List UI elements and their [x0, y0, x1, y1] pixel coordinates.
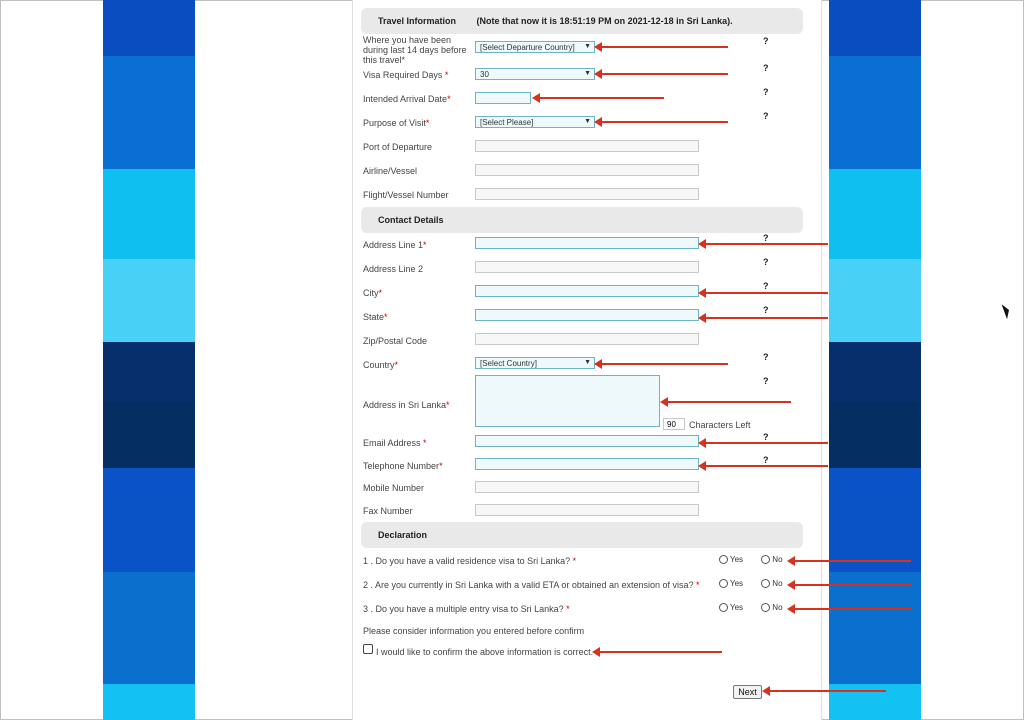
phone-input[interactable] — [475, 458, 699, 470]
annotation-arrow — [793, 584, 911, 586]
port-label: Port of Departure — [363, 142, 433, 152]
annotation-arrow — [704, 243, 828, 245]
annotation-arrow — [704, 442, 828, 444]
select-value: [Select Departure Country] — [480, 43, 575, 52]
stripe — [829, 169, 921, 259]
help-icon[interactable]: ? — [763, 63, 769, 73]
help-icon[interactable]: ? — [763, 257, 769, 267]
stripe — [103, 169, 195, 259]
stripe — [829, 402, 921, 468]
question-1: 1 . Do you have a valid residence visa to Sri Lanka? * — [363, 556, 577, 566]
mobile-input[interactable] — [475, 481, 699, 493]
question-2: 2 . Are you currently in Sri Lanka with a valid ETA or obtained an extension of visa? * — [363, 580, 700, 590]
consider-note: Please consider information you entered before confirm — [363, 626, 585, 636]
annotation-arrow — [704, 465, 828, 467]
q1-no-option[interactable]: No — [761, 555, 782, 564]
sl-address-textarea[interactable] — [475, 375, 660, 427]
purpose-select[interactable] — [475, 116, 595, 128]
city-input[interactable] — [475, 285, 699, 297]
q1-yes-option[interactable]: Yes — [719, 555, 743, 564]
time-note: (Note that now it is 18:51:19 PM on 2021-12-18 in Sri Lanka). — [476, 16, 733, 26]
country-select[interactable] — [475, 357, 595, 369]
phone-label: Telephone Number* — [363, 461, 443, 471]
annotation-arrow — [598, 651, 722, 653]
arrival-date-input[interactable] — [475, 92, 531, 104]
state-input[interactable] — [475, 309, 699, 321]
q3-yes-option[interactable]: Yes — [719, 603, 743, 612]
stripe — [829, 56, 921, 169]
question-3: 3 . Do you have a multiple entry visa to Sri Lanka? * — [363, 604, 570, 614]
annotation-arrow — [704, 317, 828, 319]
annotation-arrow — [666, 401, 791, 403]
stripe — [103, 402, 195, 468]
stripe — [103, 0, 195, 56]
help-icon[interactable]: ? — [763, 233, 769, 243]
annotation-arrow — [768, 690, 886, 692]
stripe — [103, 468, 195, 572]
address1-input[interactable] — [475, 237, 699, 249]
annotation-arrow — [600, 46, 728, 48]
radio-button[interactable] — [761, 555, 770, 564]
stripe — [829, 342, 921, 402]
departure-country-select[interactable] — [475, 41, 595, 53]
confirm-label: I would like to confirm the above information is correct. — [376, 647, 594, 657]
city-label: City* — [363, 288, 383, 298]
annotation-arrow — [704, 292, 828, 294]
select-value: [Select Please] — [480, 118, 534, 127]
flight-input[interactable] — [475, 188, 699, 200]
help-icon[interactable]: ? — [763, 281, 769, 291]
help-icon[interactable]: ? — [763, 87, 769, 97]
help-icon[interactable]: ? — [763, 455, 769, 465]
chars-left-counter — [663, 418, 685, 430]
fax-label: Fax Number — [363, 506, 413, 516]
visa-days-label: Visa Required Days * — [363, 70, 449, 80]
chars-left-label: Characters Left — [689, 420, 751, 430]
stripe — [829, 468, 921, 572]
sl-address-label: Address in Sri Lanka* — [363, 400, 450, 410]
email-label: Email Address * — [363, 438, 427, 448]
select-value: 30 — [480, 70, 489, 79]
section-title: Declaration — [378, 530, 428, 540]
travel-info-header — [361, 8, 803, 34]
help-icon[interactable]: ? — [763, 111, 769, 121]
flight-label: Flight/Vessel Number — [363, 190, 449, 200]
select-value: [Select Country] — [480, 359, 537, 368]
annotation-arrow — [600, 363, 728, 365]
radio-button[interactable] — [761, 579, 770, 588]
q3-no-option[interactable]: No — [761, 603, 782, 612]
chevron-down-icon: ▼ — [584, 359, 591, 366]
left-decor-stripes — [103, 0, 195, 720]
stripe — [829, 259, 921, 342]
next-button[interactable]: Next — [733, 685, 762, 699]
airline-label: Airline/Vessel — [363, 166, 418, 176]
address1-label: Address Line 1* — [363, 240, 427, 250]
right-decor-stripes — [829, 0, 921, 720]
fax-input[interactable] — [475, 504, 699, 516]
help-icon[interactable]: ? — [763, 432, 769, 442]
section-title: Travel Information — [378, 16, 457, 26]
annotation-arrow — [600, 73, 728, 75]
last14-label: Where you have been during last 14 days before this travel* — [363, 35, 467, 65]
stripe — [829, 0, 921, 56]
stripe — [103, 342, 195, 402]
stripe — [103, 572, 195, 684]
arrival-date-label: Intended Arrival Date* — [363, 94, 451, 104]
chevron-down-icon: ▼ — [584, 118, 591, 125]
chevron-down-icon: ▼ — [584, 43, 591, 50]
section-title: Contact Details — [378, 215, 444, 225]
stripe — [103, 684, 195, 720]
email-input[interactable] — [475, 435, 699, 447]
stripe — [829, 572, 921, 684]
radio-button[interactable] — [719, 555, 728, 564]
zip-label: Zip/Postal Code — [363, 336, 428, 346]
annotation-arrow — [793, 560, 911, 562]
annotation-arrow — [600, 121, 728, 123]
help-icon[interactable]: ? — [763, 376, 769, 386]
state-label: State* — [363, 312, 388, 322]
contact-details-header — [361, 207, 803, 233]
address2-input[interactable] — [475, 261, 699, 273]
port-input[interactable] — [475, 140, 699, 152]
confirm-checkbox[interactable] — [363, 644, 373, 654]
help-icon[interactable]: ? — [763, 36, 769, 46]
chevron-down-icon: ▼ — [584, 70, 591, 77]
help-icon[interactable]: ? — [763, 352, 769, 362]
declaration-header — [361, 522, 803, 548]
purpose-label: Purpose of Visit* — [363, 118, 430, 128]
annotation-arrow — [538, 97, 664, 99]
radio-button[interactable] — [719, 579, 728, 588]
annotation-arrow — [793, 608, 911, 610]
radio-button[interactable] — [719, 603, 728, 612]
stripe — [103, 259, 195, 342]
help-icon[interactable]: ? — [763, 305, 769, 315]
visa-days-select[interactable] — [475, 68, 595, 80]
mobile-label: Mobile Number — [363, 483, 425, 493]
address2-label: Address Line 2 — [363, 264, 424, 274]
stripe — [103, 56, 195, 169]
eta-form-panel — [352, 0, 822, 720]
radio-button[interactable] — [761, 603, 770, 612]
country-label: Country* — [363, 360, 399, 370]
q2-no-option[interactable]: No — [761, 579, 782, 588]
airline-input[interactable] — [475, 164, 699, 176]
q2-yes-option[interactable]: Yes — [719, 579, 743, 588]
zip-input[interactable] — [475, 333, 699, 345]
